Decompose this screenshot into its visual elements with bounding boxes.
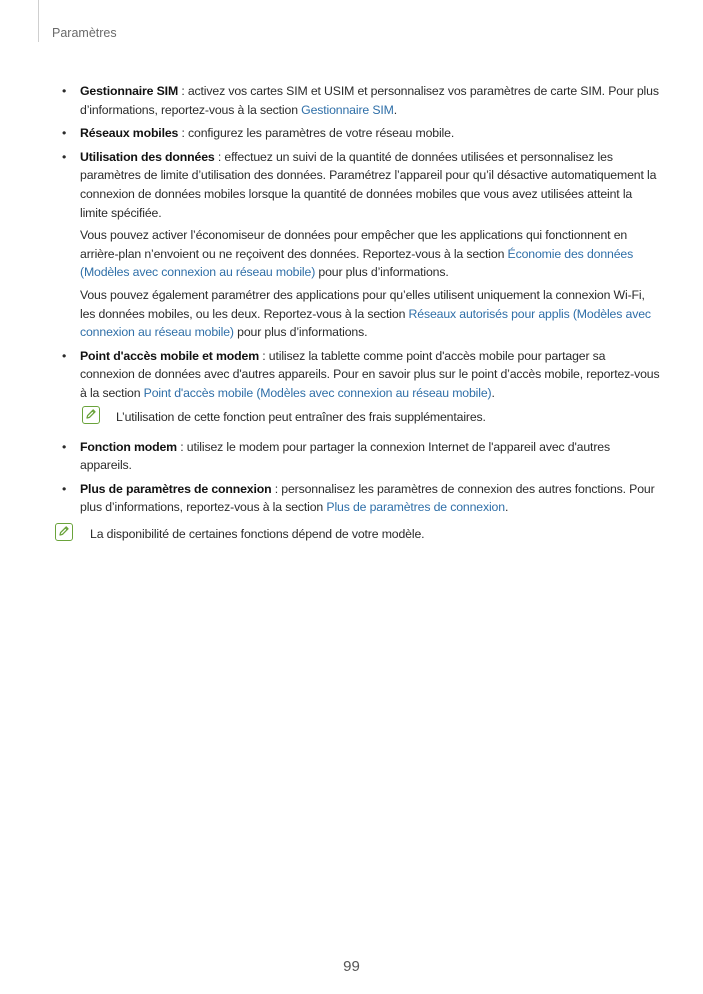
note-text: L’utilisation de cette fonction peut entraîner des frais supplémentaires.	[116, 409, 486, 424]
term-reseaux-mobiles: Réseaux mobiles	[80, 126, 179, 141]
term-plus-parametres: Plus de paramètres de connexion	[80, 481, 272, 496]
bullet: •	[62, 84, 67, 98]
item-text: : personnalisez les paramètres de connexion des autres fonctions. Pour plus d’informations, reportez-vous à la section	[80, 481, 655, 515]
item-text: : utilisez la tablette comme point d'accès mobile pour partager sa connexion de données avec d'autres appareils. Pour en savoir plus sur le point d’accès mobile, reportez-vous à la section	[80, 348, 660, 400]
page-header-title: Paramètres	[52, 26, 117, 40]
note-pencil-icon	[55, 523, 73, 541]
bullet: •	[62, 149, 67, 164]
list-item-fonction-modem	[60, 438, 660, 475]
item-text: Vous pouvez également paramétrer des applications pour qu’elles utilisent uniquement la connexion Wi-Fi, les données mobiles, ou les deux. Reportez-vous à la section	[80, 287, 645, 321]
link-economie-donnees[interactable]: Économie des données (Modèles avec connexion au réseau mobile)	[80, 246, 634, 280]
bullet: •	[62, 126, 67, 141]
bullet: •	[62, 439, 67, 454]
link-reseaux-autorises[interactable]: Réseaux autorisés pour applis (Modèles avec connexion au réseau mobile)	[80, 306, 651, 340]
item-text: : effectuez un suivi de la quantité de données utilisées et personnalisez les paramètres de limite d’utilisation des données. Paramétrez l’appareil pour qu’il désactive automatiquement la connexion de données mobiles lorsque la quantité de données mobiles que vous avez utilisées atteint la limite spécifiée.	[80, 149, 657, 220]
link-point-acces-mobile[interactable]: Point d'accès mobile (Modèles avec connexion au réseau mobile)	[143, 385, 492, 400]
item-text-after: .	[491, 385, 495, 400]
list-item-point-acces	[60, 347, 660, 403]
main-content	[60, 82, 660, 555]
term-fonction-modem: Fonction modem	[80, 439, 177, 454]
item-text: Vous pouvez activer l’économiseur de données pour empêcher que les applications qui fonctionnent en arrière-plan n’envoient ou ne reçoivent des données. Reportez-vous à la section	[80, 228, 628, 261]
term-gestionnaire-sim: Gestionnaire SIM	[80, 84, 179, 98]
item-text-after: .	[504, 500, 509, 515]
note-pencil-icon	[82, 406, 100, 424]
page-number: 99	[343, 958, 360, 975]
header-divider	[38, 0, 39, 42]
item-text: : configurez les paramètres de votre réseau mobile.	[178, 126, 455, 141]
list-item-utilisation-donnees	[60, 148, 660, 342]
list-item-reseaux-mobiles	[60, 124, 660, 143]
item-text: : utilisez le modem pour partager la connexion Internet de l'appareil avec d'autres appareils.	[80, 439, 610, 473]
list-item-gestionnaire-sim	[60, 82, 660, 119]
item-text: : activez vos cartes SIM et USIM et personnalisez vos paramètres de carte SIM. Pour plus d’informations, reportez-vous à la section	[80, 84, 659, 117]
list-item-plus-parametres	[60, 480, 660, 517]
bullet: •	[62, 481, 67, 496]
term-utilisation-donnees: Utilisation des données	[80, 149, 215, 164]
note-availability	[60, 525, 660, 547]
link-plus-parametres[interactable]: Plus de paramètres de connexion	[326, 500, 505, 515]
paragraph-reseaux-autorises	[80, 286, 660, 342]
note-hotspot-fees	[60, 408, 660, 430]
bullet: •	[62, 348, 67, 363]
term-point-acces: Point d'accès mobile et modem	[80, 348, 259, 363]
link-gestionnaire-sim[interactable]: Gestionnaire SIM	[301, 102, 394, 117]
paragraph-economiseur	[80, 226, 660, 282]
item-text-after: pour plus d’informations.	[315, 265, 449, 280]
item-text-after: .	[393, 102, 398, 117]
note-text: La disponibilité de certaines fonctions dépend de votre modèle.	[90, 526, 425, 541]
item-text-after: pour plus d’informations.	[233, 325, 368, 340]
